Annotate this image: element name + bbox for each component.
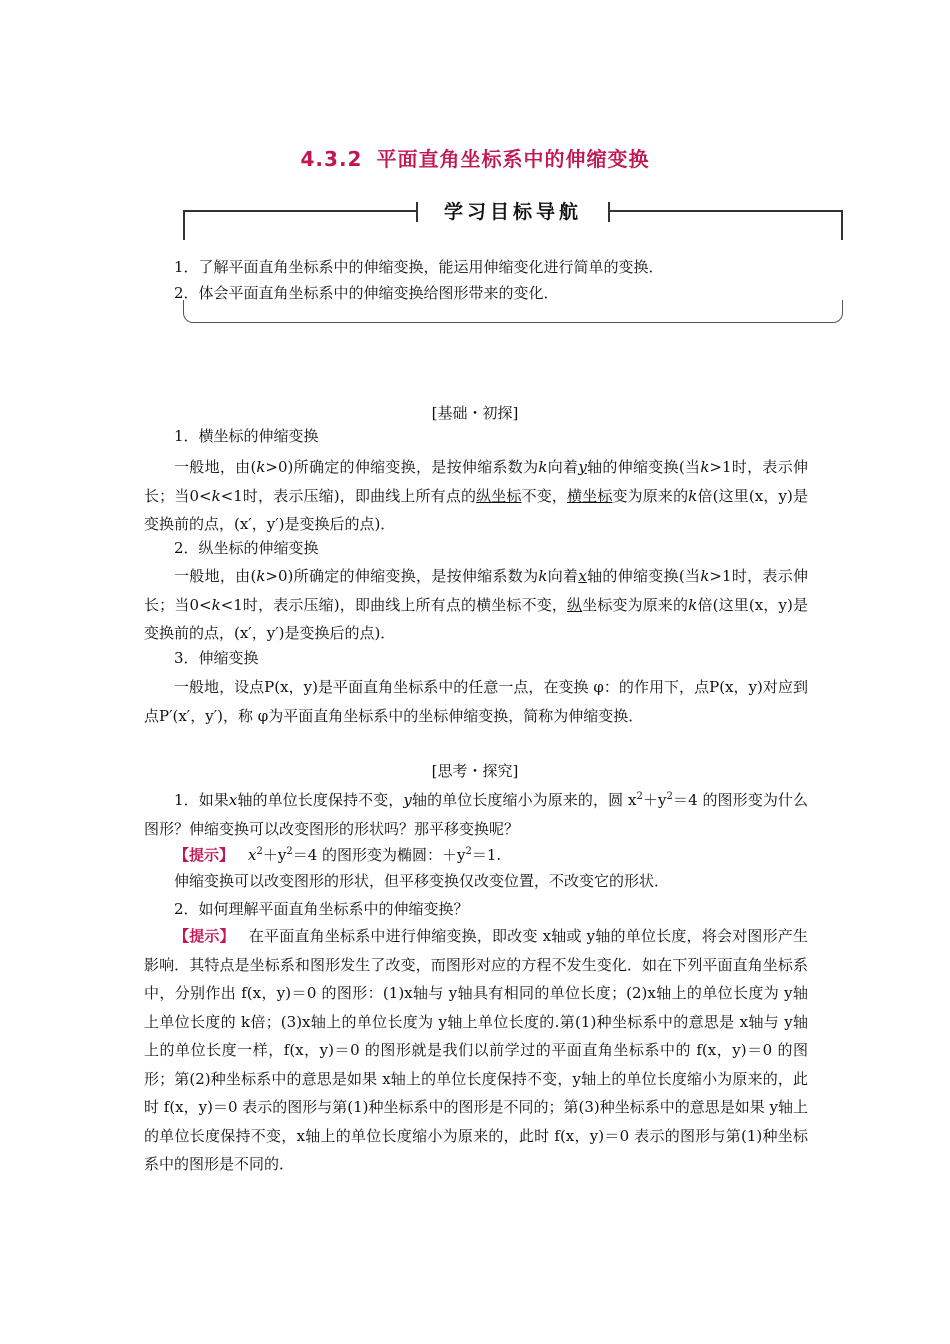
goals-frame	[183, 300, 843, 323]
heading-1: 1．横坐标的伸缩变换	[174, 427, 319, 445]
answer-1-cont: 伸缩变换可以改变图形的形状，但平移变换仅改变位置，不改变它的形状．	[174, 872, 670, 890]
hint-label: 【提示】	[174, 846, 235, 864]
page-title: 4.3.2 平面直角坐标系中的伸缩变换	[300, 147, 650, 171]
banner-label: 学习目标导航	[418, 198, 608, 226]
paragraph-1: 一般地，由(k>0)所确定的伸缩变换，是按伸缩系数为k向着y轴的伸缩变换(当k>1时，表示伸长；当0<k<1时，表示压缩)，即曲线上所有点的纵坐标不变，横坐标变为原来的k倍(这里(x，y)是变换前的点，(x′，y′)是变换后的点)．	[144, 458, 808, 533]
goal-2: 2．体会平面直角坐标系中的伸缩变换给图形带来的变化．	[174, 284, 559, 302]
section-think: [思考・探究]	[431, 762, 519, 780]
heading-2: 2．纵坐标的伸缩变换	[174, 539, 319, 557]
section-basic: [基础・初探]	[431, 404, 519, 422]
answer-1: 【提示】 $x^2+y^2=4$ 的图形变为椭圆：$+y^2=1$.	[174, 846, 502, 864]
paragraph-2: 一般地，由(k>0)所确定的伸缩变换，是按伸缩系数为k向着x轴的伸缩变换(当k>1时，表示伸长；当0<k<1时，表示压缩)，即曲线上所有点的横坐标不变，纵坐标变为原来的k倍(这里(x，y)是变换前的点，(x′，y′)是变换后的点)．	[144, 567, 808, 642]
question-1: 1．如果x轴的单位长度保持不变，y轴的单位长度缩小为原来的，圆 $x^2+y^2=4$ 的图形变为什么图形？伸缩变换可以改变图形的形状吗？那平移变换呢？	[144, 791, 808, 838]
paragraph-3: 一般地，设点P(x，y)是平面直角坐标系中的任意一点，在变换 φ：的作用下，点P(x，y)对应到点P′(x′，y′)，称 φ为平面直角坐标系中的坐标伸缩变换，简称为伸缩变换．	[144, 678, 808, 725]
heading-3: 3．伸缩变换	[174, 649, 259, 667]
hint-label: 【提示】	[174, 927, 235, 945]
goal-1: 1．了解平面直角坐标系中的伸缩变换，能运用伸缩变化进行简单的变换．	[174, 258, 664, 276]
learning-goals-banner	[183, 198, 843, 242]
question-2: 2．如何理解平面直角坐标系中的伸缩变换？	[174, 900, 469, 918]
answer-2: 【提示】 在平面直角坐标系中进行伸缩变换，即改变 x轴或 y轴的单位长度，将会对图形产生影响．其特点是坐标系和图形发生了改变，而图形对应的方程不发生变化．如在下列平面直角坐标系中，分别作出 f(x，y)＝0 的图形：(1)x轴与 y轴具有相同的单位长度；(2)x轴上的单位长度为 y轴上单位长度的 k倍；(3)x轴上的单位长度为 y轴上单位长度的.第(1)种坐标系中的意思是 x轴与 y轴上的单位长度一样，f(x，y)＝0 的图形就是我们以前学过的平面直角坐标系中的 f(x，y)＝0 的图形；第(2)种坐标系中的意思是如果 x轴上的单位长度保持不变，y轴上的单位长度缩小为原来的，此时 f(x，y)＝0 表示的图形与第(1)种坐标系中的图形是不同的；第(3)种坐标系中的意思是如果 y轴上的单位长度保持不变，x轴上的单位长度缩小为原来的，此时 f(x，y)＝0 表示的图形与第(1)种坐标系中的图形是不同的．	[144, 927, 809, 1173]
